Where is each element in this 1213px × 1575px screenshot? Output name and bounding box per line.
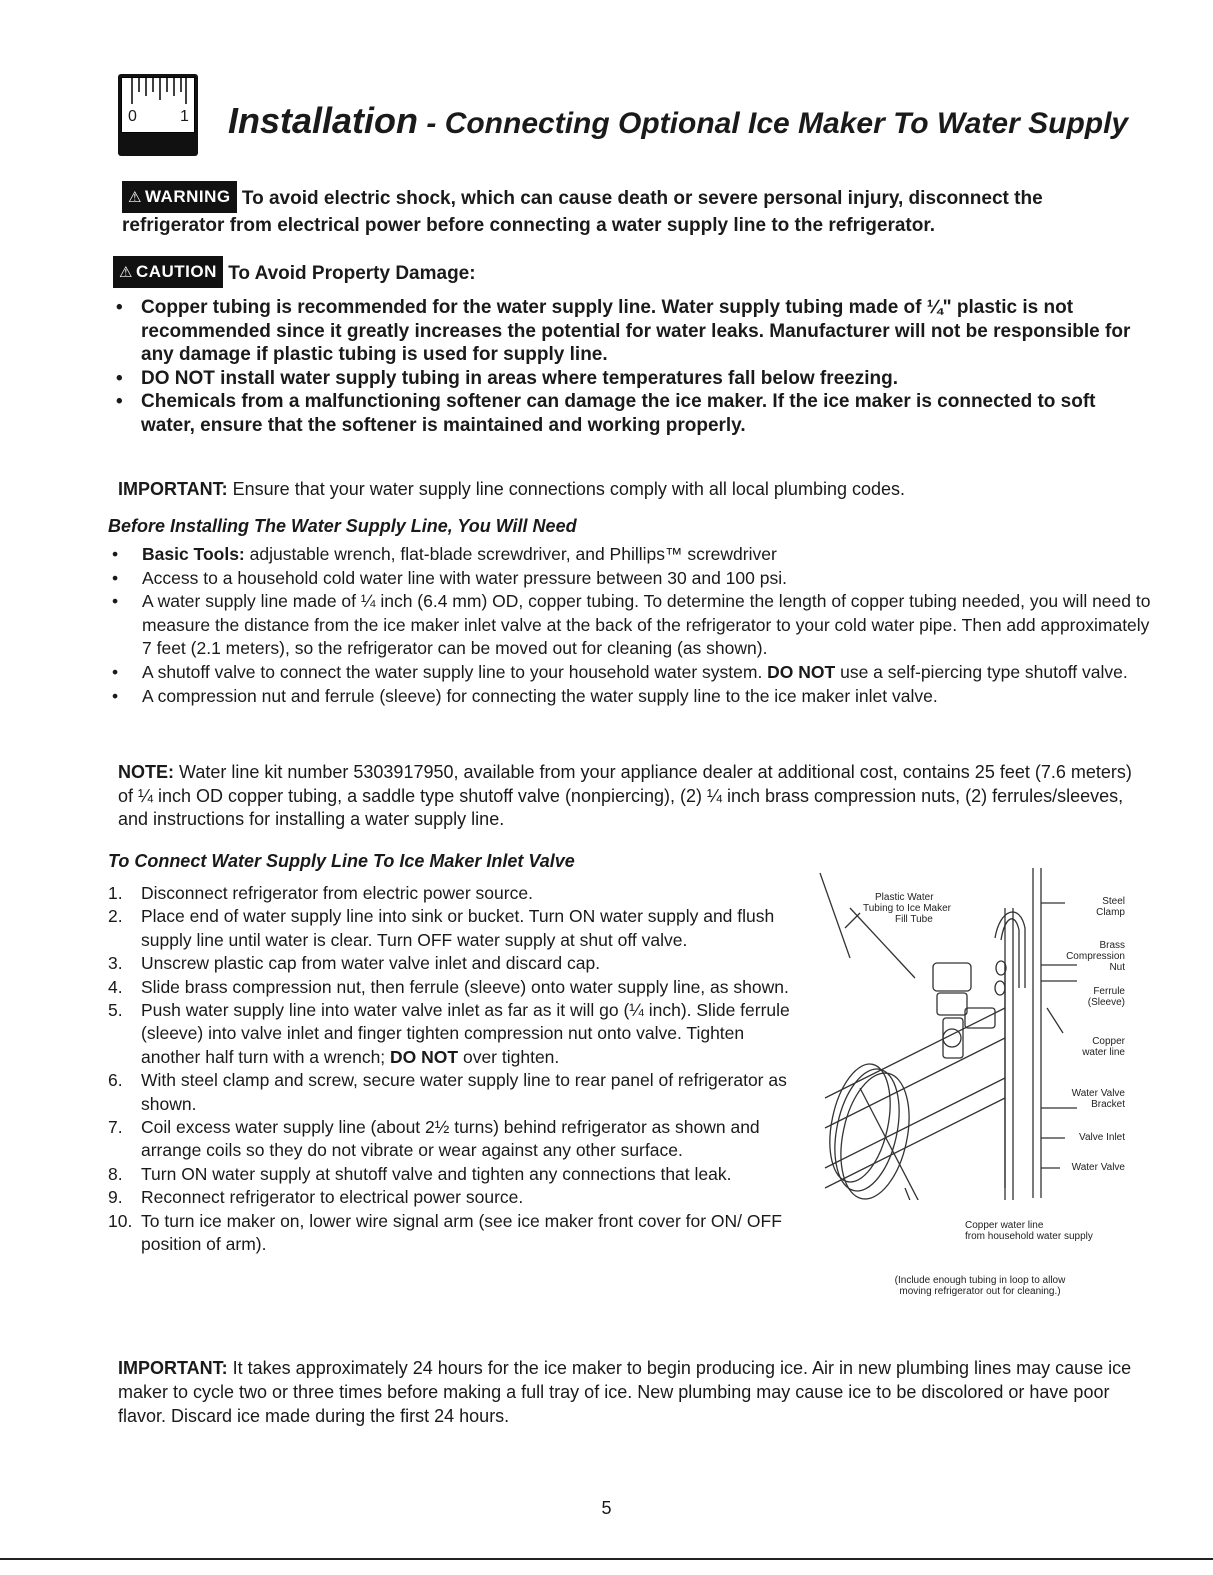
caution-badge bbox=[113, 256, 223, 288]
label-fill-tube: Fill Tube bbox=[895, 914, 933, 925]
caution-item: • Chemicals from a malfunctioning softener can damage the ice maker. If the ice maker is connected to soft water, ensure that the softener is maintained and working properly. bbox=[116, 390, 1136, 437]
step-text: Slide brass compression nut, then ferrule (sleeve) onto water supply line, as shown. bbox=[141, 976, 789, 997]
basic-tools-text: adjustable wrench, flat-blade screwdriver, and Phillips™ screwdriver bbox=[244, 544, 777, 564]
page-title bbox=[228, 100, 1128, 142]
caution-notice bbox=[113, 256, 476, 288]
step-text: Disconnect refrigerator from electric power source. bbox=[141, 883, 533, 903]
important-label: IMPORTANT: bbox=[118, 479, 228, 499]
step-item bbox=[108, 1069, 808, 1116]
step-item bbox=[108, 999, 808, 1069]
note-label: NOTE: bbox=[118, 762, 174, 782]
title-sub: - Connecting Optional Ice Maker To Water Supply bbox=[418, 107, 1129, 140]
label-water-valve-2: Water Valve bbox=[1071, 1162, 1125, 1173]
label-water-valve: Water Valve bbox=[1071, 1088, 1125, 1099]
label-tubing-to-ice: Tubing to Ice Maker bbox=[863, 903, 952, 914]
warning-text: To avoid electric shock, which can cause death or severe personal injury, disconnect the refrigerator from electrical power before connecting a water supply line to the refrigerator. bbox=[122, 188, 1043, 236]
caution-badge-label: CAUTION bbox=[135, 262, 217, 281]
step-number: 4. bbox=[108, 976, 123, 997]
basic-tools-label: Basic Tools: bbox=[142, 544, 245, 564]
diagram-caption-include bbox=[870, 1275, 1090, 1297]
important-text: Ensure that your water supply line connections comply with all local plumbing codes. bbox=[227, 479, 906, 499]
step-number: 5. bbox=[108, 1000, 123, 1021]
step-number: 2. bbox=[108, 906, 123, 927]
section-heading-connect: To Connect Water Supply Line To Ice Maker Inlet Valve bbox=[108, 851, 575, 871]
label-bracket: Bracket bbox=[1091, 1099, 1125, 1110]
warning-triangle-icon: ⚠ bbox=[128, 189, 142, 206]
requirement-text: A shutoff valve to connect the water supply line to your household water system. bbox=[142, 661, 768, 682]
label-copper-line: Copper water line bbox=[965, 1220, 1044, 1231]
step-number: 1. bbox=[108, 883, 123, 903]
step-text: With steel clamp and screw, secure water supply line to rear panel of refrigerator as shown. bbox=[141, 1070, 787, 1114]
step-number: 7. bbox=[108, 1117, 123, 1138]
caution-triangle-icon: ⚠ bbox=[119, 264, 133, 281]
step-text: Place end of water supply line into sink or bucket. Turn ON water supply and flush supply line until water is clear. Turn OFF water supply at shut off valve. bbox=[141, 906, 775, 950]
label-include-2: moving refrigerator out for cleaning.) bbox=[899, 1286, 1061, 1297]
requirement-text: use a self-piercing type shutoff valve. bbox=[835, 661, 1128, 682]
step-item bbox=[108, 1163, 808, 1186]
label-brass: Brass bbox=[1099, 940, 1125, 951]
step-number: 6. bbox=[108, 1070, 123, 1091]
note-text: Water line kit number 5303917950, available from your appliance dealer at additional cost, contains 25 feet (7.6 meters) of ¼ inch OD copper tubing, a saddle type shutoff valve (nonpiercing), (2) ¼ inch brass compression nuts, (2) ferrules/sleeves, and instructions for installing a water supply line. bbox=[118, 762, 1132, 829]
ruler-scale bbox=[121, 77, 195, 133]
step-text: Turn ON water supply at shutoff valve and tighten any connections that leak. bbox=[141, 1163, 732, 1184]
step-number: 3. bbox=[108, 953, 123, 974]
step-item bbox=[108, 1186, 808, 1209]
important-text: It takes approximately 24 hours for the ice maker to begin producing ice. Air in new plumbing lines may cause ice maker to cycle two or three times before making a full tray of ice. New plumbing may cause ice to be discolored or have poor flavor. Discard ice made during the first 24 hours. bbox=[118, 1358, 1132, 1426]
caution-item: • DO NOT install water supply tubing in areas where temperatures fall below freezing. bbox=[116, 367, 1136, 391]
label-sleeve: (Sleeve) bbox=[1087, 997, 1125, 1008]
section-heading-before: Before Installing The Water Supply Line, You Will Need bbox=[108, 516, 577, 536]
step-item bbox=[108, 976, 808, 999]
page-bottom-rule bbox=[0, 1558, 1213, 1560]
step-item bbox=[108, 1116, 808, 1163]
important-codes bbox=[118, 479, 905, 500]
caution-list bbox=[116, 296, 1136, 437]
label-ferrule: Ferrule bbox=[1093, 986, 1125, 997]
label-water-line: water line bbox=[1082, 1047, 1125, 1058]
ruler-digit-1: 1 bbox=[180, 108, 189, 125]
do-not-emphasis: DO NOT bbox=[390, 1046, 459, 1067]
step-text: To turn ice maker on, lower wire signal arm (see ice maker front cover for ON/ OFF position of arm). bbox=[141, 1210, 782, 1255]
page-number: 5 bbox=[601, 1498, 612, 1518]
requirement-item: • A compression nut and ferrule (sleeve) for connecting the water supply line to the ice maker inlet valve. bbox=[112, 685, 1162, 709]
step-number: 8. bbox=[108, 1163, 123, 1184]
requirements-list bbox=[112, 543, 1162, 708]
label-from-household: from household water supply bbox=[965, 1231, 1093, 1242]
step-text: Reconnect refrigerator to electrical power source. bbox=[141, 1187, 524, 1208]
label-valve-inlet: Valve Inlet bbox=[1079, 1132, 1125, 1143]
label-compression: Compression bbox=[1066, 951, 1125, 962]
step-item bbox=[108, 1210, 808, 1257]
ruler-digit-0: 0 bbox=[128, 108, 137, 125]
requirement-item: • Access to a household cold water line with water pressure between 30 and 100 psi. bbox=[112, 567, 1162, 591]
step-number: 9. bbox=[108, 1187, 123, 1208]
requirement-item: • A water supply line made of ¼ inch (6.4 mm) OD, copper tubing. To determine the length of copper tubing needed, you will need to measure the distance from the ice maker inlet valve at the back of the refrigerator to your cold water pipe. Then add approximately 7 feet (2.1 meters), so the refrigerator can be moved out for cleaning (as shown). bbox=[112, 590, 1162, 661]
label-include-1: (Include enough tubing in loop to allow bbox=[894, 1275, 1066, 1286]
steps-list bbox=[108, 882, 808, 1257]
step-text: Unscrew plastic cap from water valve inlet and discard cap. bbox=[141, 953, 601, 974]
label-nut: Nut bbox=[1109, 962, 1125, 973]
water-valve-diagram bbox=[815, 868, 1135, 1200]
warning-notice bbox=[122, 181, 1122, 238]
do-not-emphasis: DO NOT bbox=[767, 661, 836, 682]
step-item bbox=[108, 905, 808, 952]
label-clamp: Clamp bbox=[1096, 907, 1125, 918]
requirement-item bbox=[112, 661, 1162, 685]
important-label: IMPORTANT: bbox=[118, 1358, 228, 1378]
ruler-ticks bbox=[122, 78, 194, 108]
kit-note bbox=[118, 761, 1138, 832]
requirement-item bbox=[112, 543, 1162, 567]
step-text: over tighten. bbox=[458, 1046, 560, 1067]
label-steel: Steel bbox=[1102, 896, 1125, 907]
caution-heading: To Avoid Property Damage: bbox=[228, 263, 476, 284]
warning-badge bbox=[122, 181, 237, 213]
caution-item: • Copper tubing is recommended for the water supply line. Water supply tubing made of ¼" plastic is not recommended since it greatly increases the potential for water leaks. Manufacturer will not be responsible for any damage if plastic tubing is used for supply line. bbox=[116, 296, 1136, 367]
ruler-icon bbox=[118, 74, 198, 156]
step-text: Push water supply line into water valve inlet as far as it will go (¼ inch). Slide ferrule (sleeve) into valve inlet and finger tighten compression nut onto valve. Tighten another half turn with a wrench; bbox=[141, 1000, 790, 1067]
label-copper: Copper bbox=[1092, 1036, 1125, 1047]
step-item bbox=[108, 882, 808, 905]
step-number: 10. bbox=[108, 1210, 133, 1231]
step-text: Coil excess water supply line (about 2½ turns) behind refrigerator as shown and arrange coils so they do not vibrate or wear against any other surface. bbox=[141, 1117, 760, 1161]
diagram-caption-copper bbox=[965, 1220, 1125, 1242]
important-ice-production bbox=[118, 1356, 1138, 1428]
label-plastic-water: Plastic Water bbox=[875, 892, 934, 903]
title-main: Installation bbox=[228, 100, 419, 141]
step-item bbox=[108, 952, 808, 975]
warning-badge-label: WARNING bbox=[144, 187, 231, 206]
